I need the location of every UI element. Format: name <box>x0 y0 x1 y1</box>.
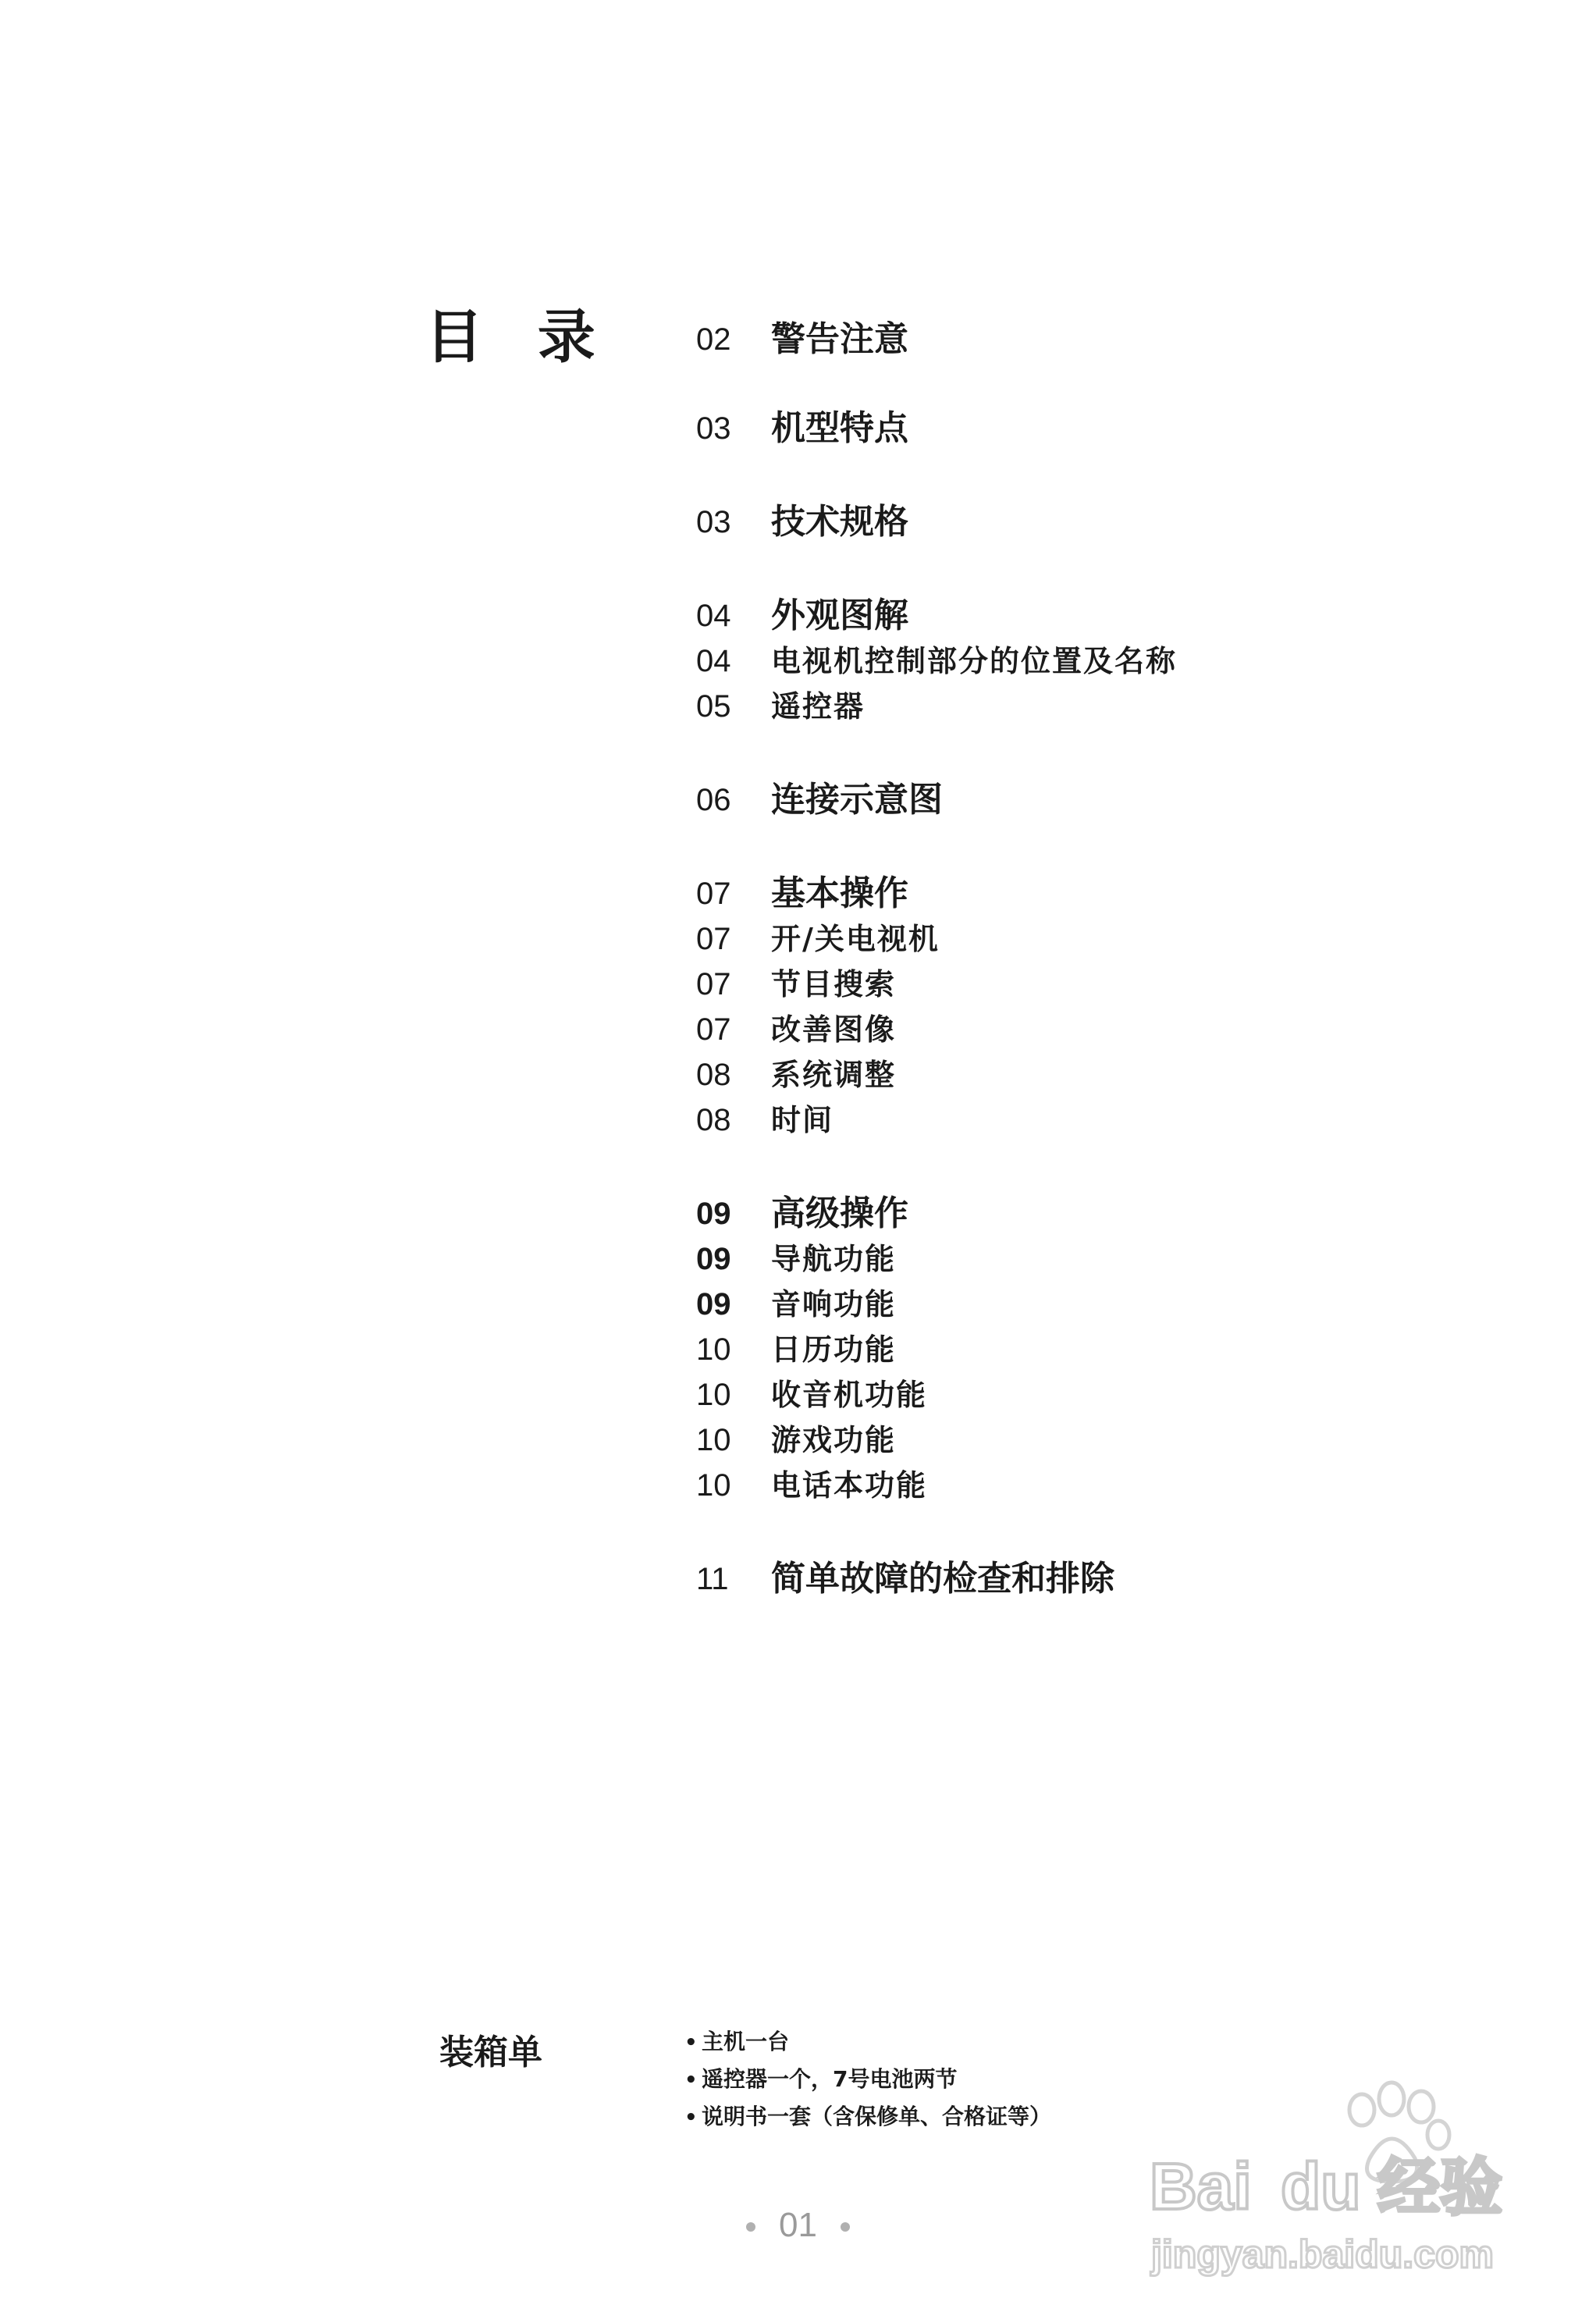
toc-entry[interactable] <box>696 683 1555 728</box>
list-item <box>684 2098 1051 2136</box>
toc-page-number: 07 <box>696 921 731 956</box>
toc-entry[interactable] <box>696 1236 1555 1281</box>
toc-title: 遥控器 <box>771 688 866 724</box>
toc-entry[interactable] <box>696 638 1555 683</box>
toc-page-number: 10 <box>696 1422 731 1457</box>
packing-list <box>684 2023 1051 2136</box>
dot-icon <box>841 2222 850 2232</box>
toc-title: 技术规格 <box>771 501 908 542</box>
toc-entry[interactable] <box>696 1462 1555 1507</box>
packing-item: 主机一台 <box>702 2029 790 2054</box>
toc-page-number: 10 <box>696 1377 731 1412</box>
toc-page-number: 09 <box>696 1241 731 1276</box>
toc-title: 系统调整 <box>771 1057 897 1092</box>
toc-title: 高级操作 <box>771 1193 908 1233</box>
toc-title: 警告注意 <box>771 318 908 359</box>
packing-list-title: 装箱单 <box>439 2033 542 2072</box>
toc-page-number: 07 <box>696 1012 731 1047</box>
toc-title: 机型特点 <box>771 407 908 448</box>
toc-title: 外观图解 <box>771 595 908 635</box>
toc-page-number: 10 <box>696 1332 731 1367</box>
list-item <box>684 2023 1051 2061</box>
toc-page-number: 06 <box>696 782 731 817</box>
list-item <box>684 2061 1051 2098</box>
dot-icon <box>746 2222 755 2232</box>
toc-entry[interactable] <box>696 1097 1555 1142</box>
toc-entry[interactable] <box>696 1190 1555 1236</box>
toc-page-number: 02 <box>696 322 731 357</box>
toc-page-number: 03 <box>696 504 731 539</box>
toc-title: 简单故障的检查和排除 <box>771 1558 1114 1599</box>
toc-title: 节目搜索 <box>771 966 897 1001</box>
paw-logo-icon <box>1143 2072 1549 2283</box>
toc-title: 日历功能 <box>771 1332 897 1367</box>
bullet-icon: • <box>684 2068 698 2092</box>
toc-entry[interactable] <box>696 1371 1555 1417</box>
bullet-icon: • <box>684 2106 698 2129</box>
toc-page-number: 03 <box>696 411 731 446</box>
toc-page-number: 04 <box>696 598 731 633</box>
toc-entry[interactable] <box>696 592 1555 638</box>
toc-title: 时间 <box>771 1102 834 1137</box>
page-number-text: 01 <box>779 2206 817 2244</box>
toc-page-number: 08 <box>696 1102 731 1137</box>
bullet-icon: • <box>684 2031 698 2054</box>
packing-item: 说明书一套（含保修单、合格证等） <box>702 2104 1052 2129</box>
toc-entry[interactable] <box>696 1326 1555 1371</box>
watermark-brand: Bai <box>1150 2150 1252 2223</box>
toc-page-number: 10 <box>696 1467 731 1503</box>
toc-entry[interactable] <box>696 1417 1555 1462</box>
toc-entry[interactable] <box>696 777 1555 822</box>
toc-title: 改善图像 <box>771 1012 897 1047</box>
toc-page-number: 08 <box>696 1057 731 1092</box>
toc-page-number: 05 <box>696 688 731 724</box>
toc-entry[interactable] <box>696 870 1555 916</box>
toc-page-number: 04 <box>696 643 731 678</box>
watermark-url: jingyan.baidu.com <box>1151 2232 1494 2276</box>
watermark-brand-du: du <box>1281 2150 1361 2223</box>
toc-title: 音响功能 <box>771 1286 897 1321</box>
page-title: 目 录 <box>425 304 613 371</box>
toc-entry[interactable] <box>696 316 1555 361</box>
toc-title: 收音机功能 <box>771 1377 928 1412</box>
watermark-brand-cn: 经验 <box>1377 2151 1502 2224</box>
packing-item: 遥控器一个，7号电池两节 <box>702 2066 958 2092</box>
toc-title: 开/关电视机 <box>771 921 940 956</box>
toc-entry[interactable] <box>696 499 1555 544</box>
toc-page-number: 09 <box>696 1286 731 1321</box>
toc-entry[interactable] <box>696 1006 1555 1051</box>
baidu-jingyan-watermark <box>1143 2072 1549 2283</box>
toc-entry[interactable] <box>696 1281 1555 1326</box>
table-of-contents <box>696 316 1555 1601</box>
toc-entry[interactable] <box>696 961 1555 1006</box>
toc-entry[interactable] <box>696 1556 1555 1601</box>
toc-title: 基本操作 <box>771 873 908 913</box>
toc-page-number: 11 <box>696 1561 729 1596</box>
toc-title: 连接示意图 <box>771 779 943 820</box>
toc-title: 电视机控制部分的位置及名称 <box>771 643 1178 678</box>
toc-entry[interactable] <box>696 916 1555 961</box>
toc-page-number: 07 <box>696 966 731 1001</box>
toc-page-number: 09 <box>696 1196 731 1231</box>
toc-entry[interactable] <box>696 1051 1555 1097</box>
toc-title: 电话本功能 <box>771 1467 928 1503</box>
toc-page-number: 07 <box>696 876 731 911</box>
toc-title: 游戏功能 <box>771 1422 897 1457</box>
toc-title: 导航功能 <box>771 1241 897 1276</box>
toc-entry[interactable] <box>696 405 1555 450</box>
